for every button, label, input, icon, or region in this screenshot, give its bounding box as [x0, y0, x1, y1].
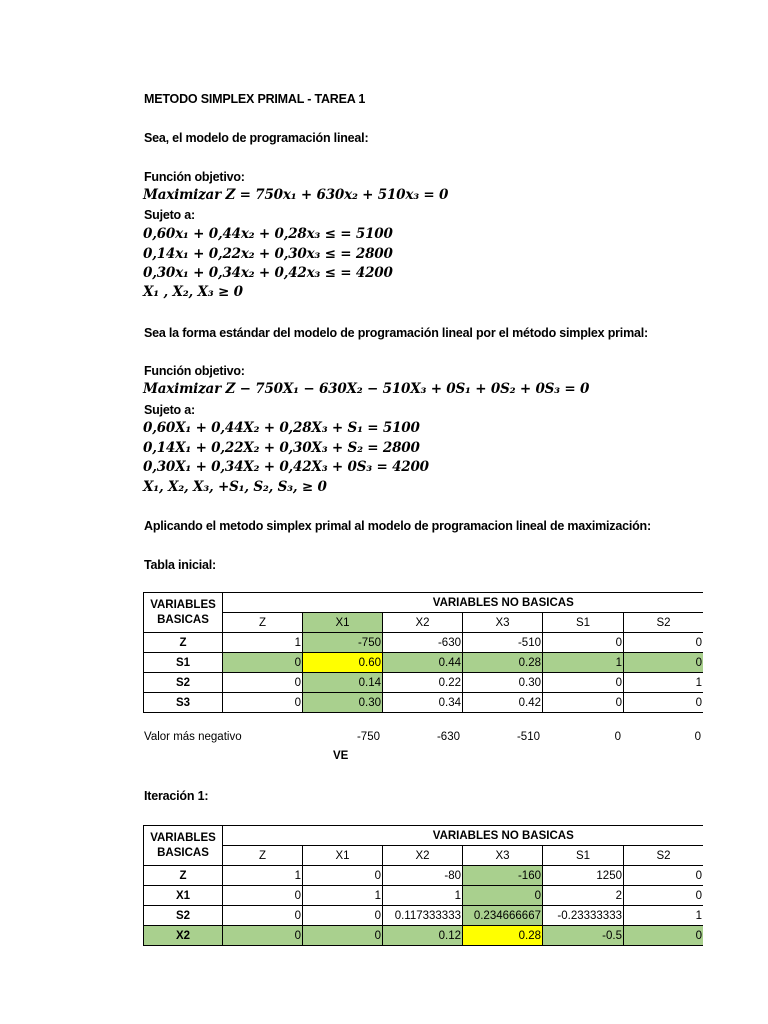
table-cell: 0.117333333	[383, 906, 463, 926]
table-cell: 0.28	[463, 653, 543, 673]
row-label: X1	[144, 886, 223, 906]
table-cell: 0	[303, 926, 383, 946]
table-cell: 1	[303, 886, 383, 906]
table-cell: 0.30	[303, 693, 383, 713]
table-row	[144, 693, 768, 713]
std-objective-function: Maximizar Z − 750X₁ − 630X₂ − 510X₃ + 0S₁ + 0S₂ + 0S₃ = 0	[143, 381, 590, 397]
table-cell: 0	[223, 906, 303, 926]
initial-simplex-table	[143, 592, 768, 713]
table-cell: 0	[543, 693, 624, 713]
page-right-margin	[703, 0, 768, 1024]
table-cell: 0.22	[383, 673, 463, 693]
table-cell: 0.42	[463, 693, 543, 713]
most-negative-s1: 0	[614, 731, 621, 743]
table-cell: -0.23333333	[543, 906, 624, 926]
table-row	[144, 926, 768, 946]
table-cell: -80	[383, 866, 463, 886]
table-cell: 0	[223, 653, 303, 673]
subject-to-label: Sujeto a:	[144, 208, 195, 222]
column-header: X3	[463, 613, 543, 633]
objective-label: Función objetivo:	[144, 170, 245, 184]
most-negative-label: Valor más negativo	[144, 731, 242, 743]
constraint-2: 0,14x₁ + 0,22x₂ + 0,30x₃ ≤ = 2800	[143, 246, 393, 262]
row-label: S1	[144, 653, 223, 673]
column-header: X2	[383, 613, 463, 633]
column-header: Z	[223, 846, 303, 866]
table-cell: 0	[624, 926, 704, 946]
pivot-cell: 0.28	[463, 926, 543, 946]
table-row	[144, 653, 768, 673]
standard-form-intro: Sea la forma estándar del modelo de programación lineal por el método simplex primal:	[144, 326, 648, 340]
table-cell: -630	[383, 633, 463, 653]
table-row	[144, 906, 768, 926]
table-cell: 0.30	[463, 673, 543, 693]
most-negative-x3: -510	[516, 731, 540, 743]
table-cell: 0	[543, 633, 624, 653]
table-cell: 0.44	[383, 653, 463, 673]
most-negative-s2: 0	[694, 731, 701, 743]
table-cell: 0.14	[303, 673, 383, 693]
table-cell: -510	[463, 633, 543, 653]
entering-variable-label: VE	[333, 750, 349, 762]
table-row	[144, 886, 768, 906]
table-cell: 2	[543, 886, 624, 906]
table-cell: 0	[463, 886, 543, 906]
table-cell: 0.34	[383, 693, 463, 713]
table-cell: 1250	[543, 866, 624, 886]
applying-text: Aplicando el metodo simplex primal al modelo de programacion lineal de maximización:	[144, 519, 651, 533]
table-cell: 1	[223, 866, 303, 886]
basic-variables-header: VARIABLES BASICAS	[144, 593, 223, 633]
table-cell: -750	[303, 633, 383, 653]
row-label: X2	[144, 926, 223, 946]
std-objective-label: Función objetivo:	[144, 364, 245, 378]
most-negative-x1: -750	[356, 731, 380, 743]
table-cell: 1	[624, 906, 704, 926]
table-cell: 1	[223, 633, 303, 653]
nonbasic-variables-header: VARIABLES NO BASICAS	[223, 593, 768, 613]
column-header: S2	[624, 613, 704, 633]
constraint-1: 0,60x₁ + 0,44x₂ + 0,28x₃ ≤ = 5100	[143, 226, 393, 242]
table-cell: 0	[543, 673, 624, 693]
column-header: Z	[223, 613, 303, 633]
table-cell: 0	[624, 693, 704, 713]
pivot-cell: 0.60	[303, 653, 383, 673]
nonbasic-variables-header: VARIABLES NO BASICAS	[223, 826, 768, 846]
column-header: X1	[303, 846, 383, 866]
row-label: S2	[144, 673, 223, 693]
std-constraint-1: 0,60X₁ + 0,44X₂ + 0,28X₃ + S₁ = 5100	[143, 420, 420, 436]
row-label: Z	[144, 866, 223, 886]
table-row	[144, 866, 768, 886]
basic-variables-header: VARIABLES BASICAS	[144, 826, 223, 866]
table-row	[144, 633, 768, 653]
column-header: X3	[463, 846, 543, 866]
table-cell: 0	[624, 866, 704, 886]
column-header: S1	[543, 613, 624, 633]
column-header: X1	[303, 613, 383, 633]
document-title: METODO SIMPLEX PRIMAL - TAREA 1	[144, 92, 366, 106]
table-cell: 0	[223, 693, 303, 713]
table-cell: 0	[223, 886, 303, 906]
iteration1-simplex-table	[143, 825, 768, 946]
table-cell: 1	[624, 673, 704, 693]
row-label: S2	[144, 906, 223, 926]
table-cell: -160	[463, 866, 543, 886]
initial-table-caption: Tabla inicial:	[144, 558, 216, 572]
objective-function: Maximizar Z = 750x₁ + 630x₂ + 510x₃ = 0	[143, 187, 449, 203]
table-cell: 1	[383, 886, 463, 906]
table-cell: 0.234666667	[463, 906, 543, 926]
column-header: S2	[624, 846, 704, 866]
table-cell: 0	[624, 653, 704, 673]
most-negative-x2: -630	[436, 731, 460, 743]
std-subject-to-label: Sujeto a:	[144, 403, 195, 417]
iteration1-caption: Iteración 1:	[144, 789, 209, 803]
table-cell: -0.5	[543, 926, 624, 946]
table-cell: 0	[223, 673, 303, 693]
table-cell: 0	[303, 866, 383, 886]
intro-text: Sea, el modelo de programación lineal:	[144, 131, 369, 145]
column-header: X2	[383, 846, 463, 866]
std-constraint-2: 0,14X₁ + 0,22X₂ + 0,30X₃ + S₂ = 2800	[143, 440, 420, 456]
std-constraint-3: 0,30X₁ + 0,34X₂ + 0,42X₃ + 0S₃ = 4200	[143, 459, 429, 475]
table-cell: 0.12	[383, 926, 463, 946]
std-non-negativity: X₁, X₂, X₃, +S₁, S₂, S₃, ≥ 0	[143, 479, 327, 495]
table-cell: 0	[303, 906, 383, 926]
table-cell: 0	[624, 886, 704, 906]
column-header: S1	[543, 846, 624, 866]
constraint-3: 0,30x₁ + 0,34x₂ + 0,42x₃ ≤ = 4200	[143, 265, 393, 281]
table-cell: 1	[543, 653, 624, 673]
table-row	[144, 673, 768, 693]
table-cell: 0	[624, 633, 704, 653]
row-label: Z	[144, 633, 223, 653]
table-cell: 0	[223, 926, 303, 946]
row-label: S3	[144, 693, 223, 713]
non-negativity: X₁ , X₂, X₃ ≥ 0	[143, 284, 243, 300]
